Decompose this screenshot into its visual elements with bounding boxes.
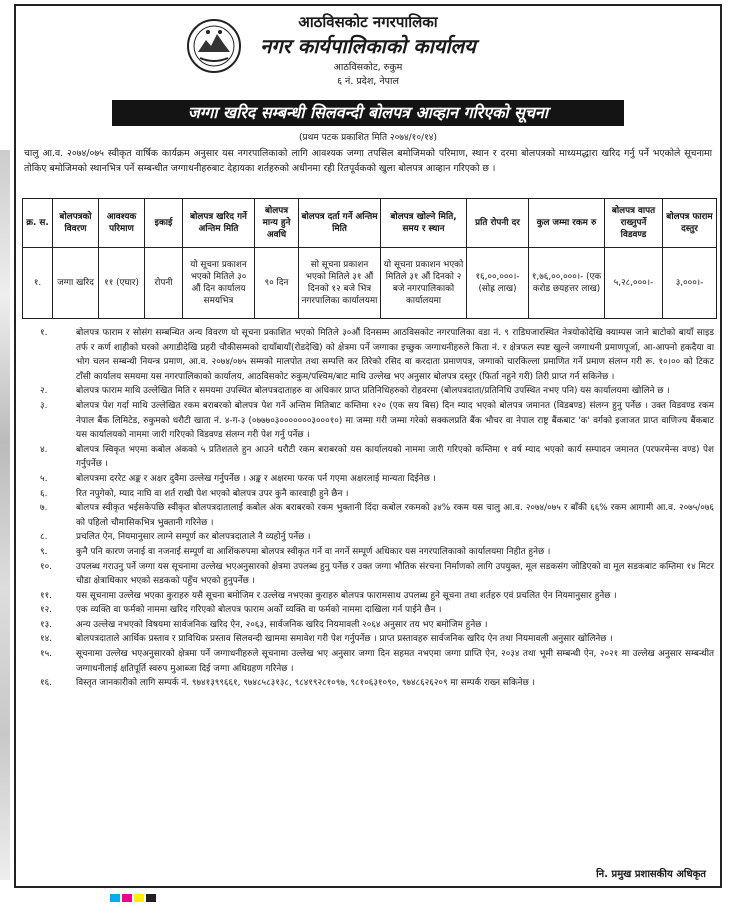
- table-cell: ३,०००।-: [663, 248, 717, 319]
- condition-item: [20, 545, 714, 560]
- condition-text: सूचनामा उल्लेख भएअनुसारको क्षेत्रमा पर्ने जग्गाधनीहरुले सूचनामा उल्लेख भए अनुसार जग्गा दिन सहमत नभएमा जग्गा प्राप्ति ऐन, २०३४ तथा भूमी सम्बन्धी ऐन, २०२१ मा उल्लेख अनुसार सम्बन्धीत जग्गाधनीलाई क्षतिपूर्ति स्वरुप मुआब्जा दिई जग्गा अधिग्रहण गरिनेछ ।: [76, 649, 714, 674]
- condition-text: अन्य उल्लेख नभएको विषयमा सार्वजनिक खरिद ऐन, २०६३, सार्वजनिक खरिद नियमावली २०६४ अनुसार तय भए बमोजिम हुनेछ ।: [76, 619, 488, 630]
- condition-text: यस सूचनामा उल्लेख भएका कुराहरु यसै सूचना बमोजिम र उल्लेख नभएका कुराहरु बोलपत्र फारामसाथ उपलब्ध हुने सूचना तथा शर्तहरु एवं प्रचलित ऐन नियमानुसार हुनेछ ।: [76, 590, 617, 601]
- condition-text: बोलपत्रदाताले आर्थिक प्रस्ताव र प्राविधिक प्रस्ताव सिलवन्दी खाममा समावेश गरी पेश गर्नुपर्नेछ । प्राप्त प्रस्तावहरु सार्वजनिक खरिद ऐन तथा नियमावली अनुसार खोलिनेछ ।: [76, 634, 613, 645]
- condition-text: बोलपत्र पेश गर्दा माथि उल्लेखित रकम बराबरको बोलपत्र पेश गर्ने अन्तिम मितिबाट कम्तिमा १२० (एक सय बिस) दिन म्याद भएको बोलपत्र जमानत (विडबण्ड) संलग्न हुनु पर्नेछ । उक्त विडवण्ड रकम नेपाल बैंक लिमिटेड, रुकुमको धरौटी खाता नं. ४-ग-३ (०७७७०३०००००००३०००१०) मा जम्मा गरी जम्मा गरेको सक्कलप्रति बैंक भौचर वा नेपाल राष्ट्र बैंकबाट 'क' वर्गको इजाजत प्राप्त वाणिज्य बैंकबाट यस कार्यालयको नाममा जारी गरिएको विडवण्ड संलग्न गरी पेश गर्नु पर्नेछ ।: [76, 400, 714, 441]
- condition-number: १२.: [40, 605, 52, 616]
- intro-paragraph: चालु आ.व. २०७४/०७५ स्वीकृत वार्षिक कार्यक्रम अनुसार यस नगरपालिकाको लागि आवश्यक जग्गा तपसिल बमोजिमको परिमाण, स्थान र दरमा बोलपत्रको माध्यमद्धारा खरिद गर्नु पर्ने भएकोले सूचनामा तोकिए बमोजिमको स्थानभित्र पर्ने सम्बन्धीत जग्गाधनीहरुबाट देहायका शर्तहरुको अधीनमा रही रितपूर्वकको खुला बोलपत्र आव्हान गरिएको छ ।: [24, 148, 712, 174]
- conditions-list: [20, 326, 714, 691]
- table-cell: रोपनी: [145, 248, 183, 319]
- col-header: बोलपत्र खरिद गर्ने अन्तिम मिति: [183, 199, 255, 248]
- condition-item: [20, 647, 714, 676]
- condition-item: [20, 501, 714, 530]
- condition-text: उपलब्ध गराउनु पर्ने जग्गा यस सूचनामा उल्लेख भएअनुसारको क्षेत्रमा उपलब्ध हुनु पर्नेछ र उक्त जग्गा भौतिक संरचना निर्माणको लागि उपयुक्त, मूल सडकसंग जोडिएको वा मूल सडकबाट कम्तिमा १४ मिटर चौडा क्षेत्राधिकार भएको सडकको पहुँच भएको हुनुपर्नेछ ।: [76, 561, 715, 587]
- table-cell: यो सूचना प्रकाशन भएको मितिले ३१ औं दिनको २ बजे नगरपालिकाको कार्यालयमा: [381, 248, 467, 319]
- col-header: बोलपत्रको विवरण: [53, 199, 99, 248]
- condition-number: ३.: [40, 400, 48, 411]
- condition-number: ७.: [40, 503, 48, 514]
- print-mark: [134, 894, 144, 902]
- table-cell: १६,००,०००।- (सोह्र लाख): [467, 248, 529, 319]
- col-header: प्रति रोपनी दर: [467, 199, 529, 248]
- publication-date: (प्रथम पटक प्रकाशित मिति २०७४/१०/१४): [299, 133, 437, 143]
- bid-details-table: [22, 198, 717, 319]
- condition-number: १६.: [40, 678, 52, 689]
- condition-text: बोलपत्रमा दररेट अङ्क र अक्षर दुवैमा उल्लेख गर्नुपर्नेछ । अङ्क र अक्षरमा फरक पर्न गएमा अक्षरलाई मान्यता दिईनेछ ।: [76, 473, 436, 484]
- condition-item: [20, 472, 714, 487]
- table-cell: जग्गा खरिद: [53, 248, 99, 319]
- condition-item: [20, 326, 714, 384]
- table-cell: सो सूचना प्रकाशन भएको मितिले ३१ औं दिनको १२ बजे भित्र नगरपालिका कार्यालयमा: [299, 248, 381, 319]
- notice-frame: [14, 4, 722, 888]
- condition-number: ११.: [40, 590, 52, 601]
- condition-number: ५.: [40, 473, 48, 484]
- condition-text: प्रचलित ऐन, नियमानुसार लाग्ने सम्पूर्ण कर बोलपत्रदाताले नै व्यहोर्नु पर्नेछ ।: [76, 532, 311, 543]
- condition-text: विस्तृत जानकारीको लागि सम्पर्क नं. ९७४१३९९६६१, ९७४८५८३१३८, ९८४१९२८१०९७, ९८१०६३१०९०, ९७४८६२६२०९ मा सम्पर्क राख्न सकिनेछ ।: [76, 678, 535, 689]
- condition-text: बोलपत्र फाराम माथि उल्लेखित मिति र समयमा उपस्थित बोलपत्रदाताहरु वा अधिकार प्राप्त प्रतिनिधिहरुको रोहवरमा (बोलपत्रदाता/प्रतिनिधि उपस्थित नभए पनि) यस कार्यालयमा खोलिने छ ।: [76, 386, 670, 397]
- condition-item: [20, 530, 714, 545]
- col-header: बोलपत्र फाराम दस्तुर: [663, 199, 717, 248]
- condition-number: ९.: [40, 546, 48, 557]
- condition-text: बोलपत्र स्विकृत भएमा कबोल अंकको ५ प्रतिशतले हुन आउने धरौटी रकम बराबरको यस कार्यालयको नाममा जारी गरिएको कम्तिमा १ वर्ष म्याद भएको कार्य सम्पादन जमानत (परफरमेन्स वण्ड) पेश गर्नुपर्नेछ ।: [76, 444, 714, 470]
- col-header: बोलपत्र वापत राख्नुपर्ने विडवण्ड: [605, 199, 663, 248]
- print-registration-marks: [110, 894, 620, 902]
- condition-number: ८.: [40, 532, 48, 543]
- condition-number: ४.: [40, 444, 48, 455]
- table-cell: ९० दिन: [255, 248, 299, 319]
- province-line: ६ नं. प्रदेश, नेपाल: [337, 76, 399, 87]
- table-header-row: [23, 199, 717, 248]
- condition-item: [20, 384, 714, 399]
- table-row: [23, 248, 717, 319]
- notice-title: जग्गा खरिद सम्बन्धी सिलवन्दी बोलपत्र आव्हान गरिएको सूचना: [112, 100, 624, 126]
- signatory-title: नि. प्रमुख प्रशासकीय अधिकृत: [596, 869, 706, 880]
- condition-text: बोलपत्र स्वीकृत भईसकेपछि स्वीकृत बोलपत्रदातालाई कबोल अंक बराबरको रकम भुक्तानी दिंदा कबोल रकमको ३४% रकम यस चालु आ.व. २०७४/०७५ र बाँकी ६६% रकम आगामी आ.व. २०७५/०७६ को पहिलो चौमासिकभित्र भुक्तानी गरिनेछ ।: [76, 503, 714, 528]
- col-header: कुल जम्मा रकम रु: [529, 199, 605, 248]
- print-mark: [146, 894, 156, 902]
- condition-number: १४.: [40, 634, 52, 645]
- notice-header: [16, 6, 720, 98]
- condition-item: [20, 632, 714, 647]
- condition-item: [20, 618, 714, 633]
- condition-item: [20, 487, 714, 502]
- condition-number: १३.: [40, 619, 52, 630]
- office-address: आठविसकोट, रुकुम: [333, 62, 403, 73]
- condition-item: [20, 560, 714, 589]
- print-mark: [110, 894, 120, 902]
- table-cell: ११ (एघार): [99, 248, 145, 319]
- condition-number: १.: [40, 328, 48, 338]
- condition-text: बोलपत्र फाराम र सोसंग सम्बन्धित अन्य विवरण यो सूचना प्रकाशित भएको मितिले ३०औं दिनसम्म आठविसकोट नगरपालिका वडा नं. ९ राडिघजारस्थित नेत्रयोकोदेखि क्याम्पस जाने बाटोको बायाँ साइड तर्फ र कर्ण शाहीको घरको अगाडीदेखि प्रहरी चौकीसम्मको दायाँबायाँ(रोडदेखि) को क्षेत्रमा पर्ने जग्गाका इच्छुक जग्गाधनीहरुले किता नं. र क्षेत्रफल स्पष्ट खुल्ने जग्गाधनी प्रमाणपूर्जा, आ-आफ्नो हकदैया वा भोग चलन सम्बन्धी नियन्त्र प्रमाण, आ.व. २०७४/०७५ सम्मको मालपोत तथा सम्पत्ति कर तिरेको रसिद वा करदाता प्रमाणपत्र, जग्गाको चारकिल्ला प्रमाणित गर्ने प्रमाण संलग्न गरी रू. १०।०० को टिकट टाँसी कार्यालय समयमा यस नगरपालिकाको कार्यालय, आठविसकोट रुकुम/पश्चिम/बाट माथि उल्लेख भए अनुसार बोलपत्र दस्तुर (फिर्ता नहुने गरी) तिरी प्राप्त गर्न सकिनेछ ।: [76, 328, 714, 382]
- condition-item: [20, 603, 714, 618]
- condition-text: एक व्यक्ति वा फर्मको नाममा खरिद गरिएको बोलपत्र फाराम अर्को व्यक्ति वा फर्मको नाममा दाखिला गर्न पाईने छैन ।: [76, 605, 442, 616]
- col-header: क्र. स.: [23, 199, 53, 248]
- table-cell: १.: [23, 248, 53, 319]
- condition-item: [20, 399, 714, 443]
- condition-item: [20, 676, 714, 691]
- adjacent-clipping-strip: [0, 150, 10, 880]
- condition-number: २.: [40, 386, 48, 397]
- condition-item: [20, 589, 714, 604]
- table-cell: यो सूचना प्रकाशन भएको मितिले ३० औं दिन कार्यालय समयभित्र: [183, 248, 255, 319]
- condition-number: १५.: [40, 649, 52, 660]
- office-name: नगर कार्यपालिकाको कार्यालय: [260, 34, 476, 58]
- print-mark: [122, 894, 132, 902]
- municipality-name: आठविसकोट नगरपालिका: [298, 13, 438, 31]
- col-header: इकाई: [145, 199, 183, 248]
- col-header: बोलपत्र दर्ता गर्ने अन्तिम मिति: [299, 199, 381, 248]
- table-cell: ५,२८,०००।-: [605, 248, 663, 319]
- col-header: बोलपत्र खोल्ने मिति, समय र स्थान: [381, 199, 467, 248]
- condition-item: [20, 443, 714, 472]
- col-header: बोलपत्र मान्य हुने अवधि: [255, 199, 299, 248]
- condition-text: रित नपुगेको, म्याद नाघि वा शर्त राखी पेश भएको बोलपत्र उपर कुनै कारवाही हुने छैन ।: [76, 488, 349, 499]
- condition-number: ६.: [40, 488, 48, 499]
- col-header: आवश्यक परिमाण: [99, 199, 145, 248]
- table-cell: १,७६,००,०००।- (एक करोड छयहत्तर लाख): [529, 248, 605, 319]
- condition-text: कुनै पनि कारण जनाई वा नजनाई सम्पूर्ण वा आशिंकरुपमा बोलपत्र स्वीकृत गर्ने वा नगर्ने सम्पूर्ण अधिकार यस नगरपालिकाको कार्यालयमा निहीत हुनेछ ।: [76, 546, 551, 557]
- condition-number: १०.: [40, 561, 52, 572]
